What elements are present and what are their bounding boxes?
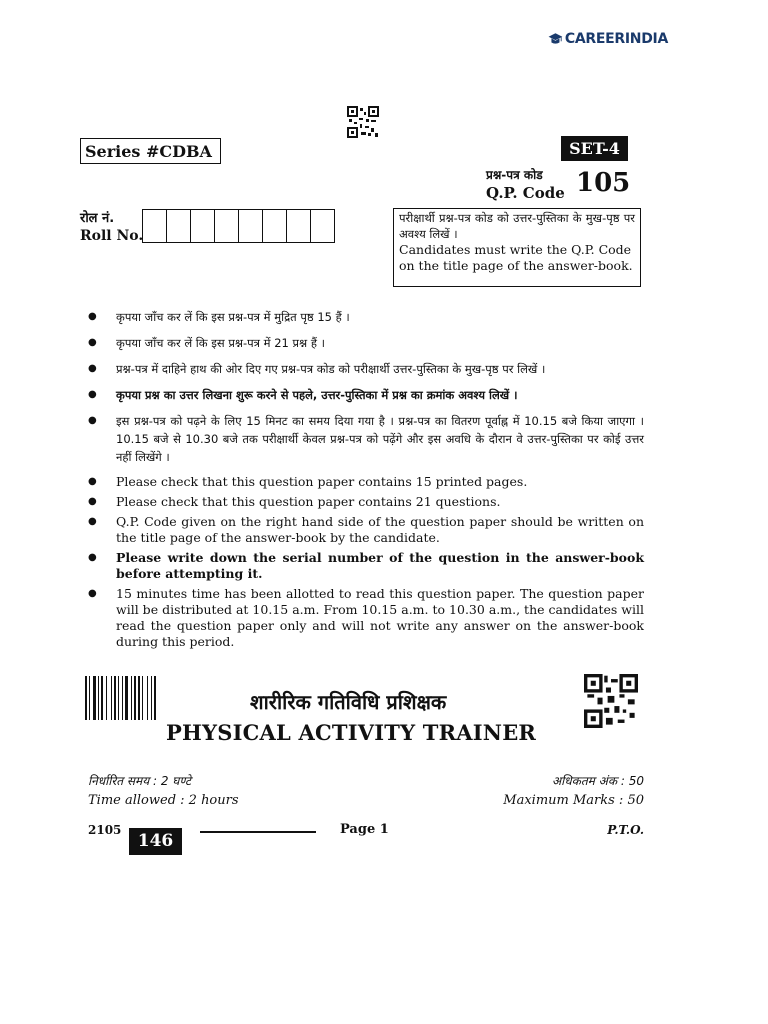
roll-no-cell <box>239 210 263 242</box>
instruction-english: ● Please write down the serial number of the question in the answer-book before attempting it. <box>88 550 644 582</box>
subject-title: PHYSICAL ACTIVITY TRAINER <box>166 720 537 745</box>
page-number: Page 1 <box>340 822 389 837</box>
barcode-icon <box>85 676 189 720</box>
instruction-hindi: ● कृपया जाँच कर लें कि इस प्रश्न-पत्र में मुद्रित पृष्ठ 15 हैं । <box>88 308 644 326</box>
roll-no-cell <box>167 210 191 242</box>
logo-text: CAREERINDIA <box>564 31 668 47</box>
graduation-cap-icon <box>548 26 563 52</box>
roll-no-cell <box>215 210 239 242</box>
paper-code: 2105 <box>88 823 122 837</box>
roll-no-grid <box>142 209 335 243</box>
roll-no-cell <box>311 210 335 242</box>
qp-code-label: Q.P. Code <box>486 184 565 202</box>
qp-code-hindi-label: प्रश्न-पत्र कोड <box>486 168 543 182</box>
time-allowed-hindi: निर्धारित समय : 2 घण्टे <box>88 774 192 788</box>
subject-title-hindi: शारीरिक गतिविधि प्रशिक्षक <box>250 690 447 714</box>
qp-code-notice <box>393 208 641 287</box>
instruction-english: ● 15 minutes time has been allotted to read this question paper. The question paper will be distributed at 10.15 a.m. From 10.15 a.m. to 10.30 a.m., the candidates will read the question paper only and will not write any answer on the answer-book during this period. <box>88 586 644 650</box>
series-box: Series #CDBA <box>80 138 221 164</box>
roll-no-cell <box>263 210 287 242</box>
paper-number-badge: 146 <box>129 828 182 855</box>
instructions <box>88 308 644 654</box>
time-allowed: Time allowed : 2 hours <box>88 793 239 808</box>
set-badge: SET-4 <box>561 136 628 161</box>
instruction-hindi: ● इस प्रश्न-पत्र को पढ़ने के लिए 15 मिनट का समय दिया गया है । प्रश्न-पत्र का वितरण पूर्वाह्न में 10.15 बजे किया जाएगा । 10.15 बजे से 10.30 बजे तक परीक्षार्थी केवल प्रश्न-पत्र को पढ़ेंगे और इस अवधि के दौरान वे उत्तर-पुस्तिका पर कोई उत्तर नहीं लिखेंगे । <box>88 412 644 466</box>
instruction-english: ● Please check that this question paper contains 15 printed pages. <box>88 474 644 490</box>
careerindia-logo <box>548 22 668 56</box>
qr-code-icon <box>347 106 379 138</box>
notice-english: Candidates must write the Q.P. Code on the title page of the answer-book. <box>399 242 633 273</box>
instruction-english: ● Q.P. Code given on the right hand side of the question paper should be written on the title page of the answer-book by the candidate. <box>88 514 644 546</box>
instruction-hindi: ● प्रश्न-पत्र में दाहिने हाथ की ओर दिए गए प्रश्न-पत्र कोड को परीक्षार्थी उत्तर-पुस्तिका के मुख-पृष्ठ पर लिखें । <box>88 360 644 378</box>
divider-line <box>200 831 316 833</box>
roll-no-label: Roll No. <box>80 228 144 244</box>
maximum-marks: Maximum Marks : 50 <box>503 793 644 808</box>
roll-no-cell <box>143 210 167 242</box>
roll-no-cell <box>191 210 215 242</box>
maximum-marks-hindi: अधिकतम अंक : 50 <box>551 774 644 788</box>
qr-code-icon <box>584 674 638 728</box>
instruction-hindi: ● कृपया प्रश्न का उत्तर लिखना शुरू करने से पहले, उत्तर-पुस्तिका में प्रश्न का क्रमांक अवश्य लिखें । <box>88 386 644 404</box>
notice-hindi: परीक्षार्थी प्रश्न-पत्र कोड को उत्तर-पुस्तिका के मुख-पृष्ठ पर अवश्य लिखें । <box>399 211 635 241</box>
pto-label: P.T.O. <box>607 823 644 837</box>
roll-no-hindi-label: रोल नं. <box>80 211 115 226</box>
instruction-english: ● Please check that this question paper contains 21 questions. <box>88 494 644 510</box>
instruction-hindi: ● कृपया जाँच कर लें कि इस प्रश्न-पत्र में 21 प्रश्न हैं । <box>88 334 644 352</box>
qp-code-value: 105 <box>576 168 631 198</box>
roll-no-cell <box>287 210 311 242</box>
